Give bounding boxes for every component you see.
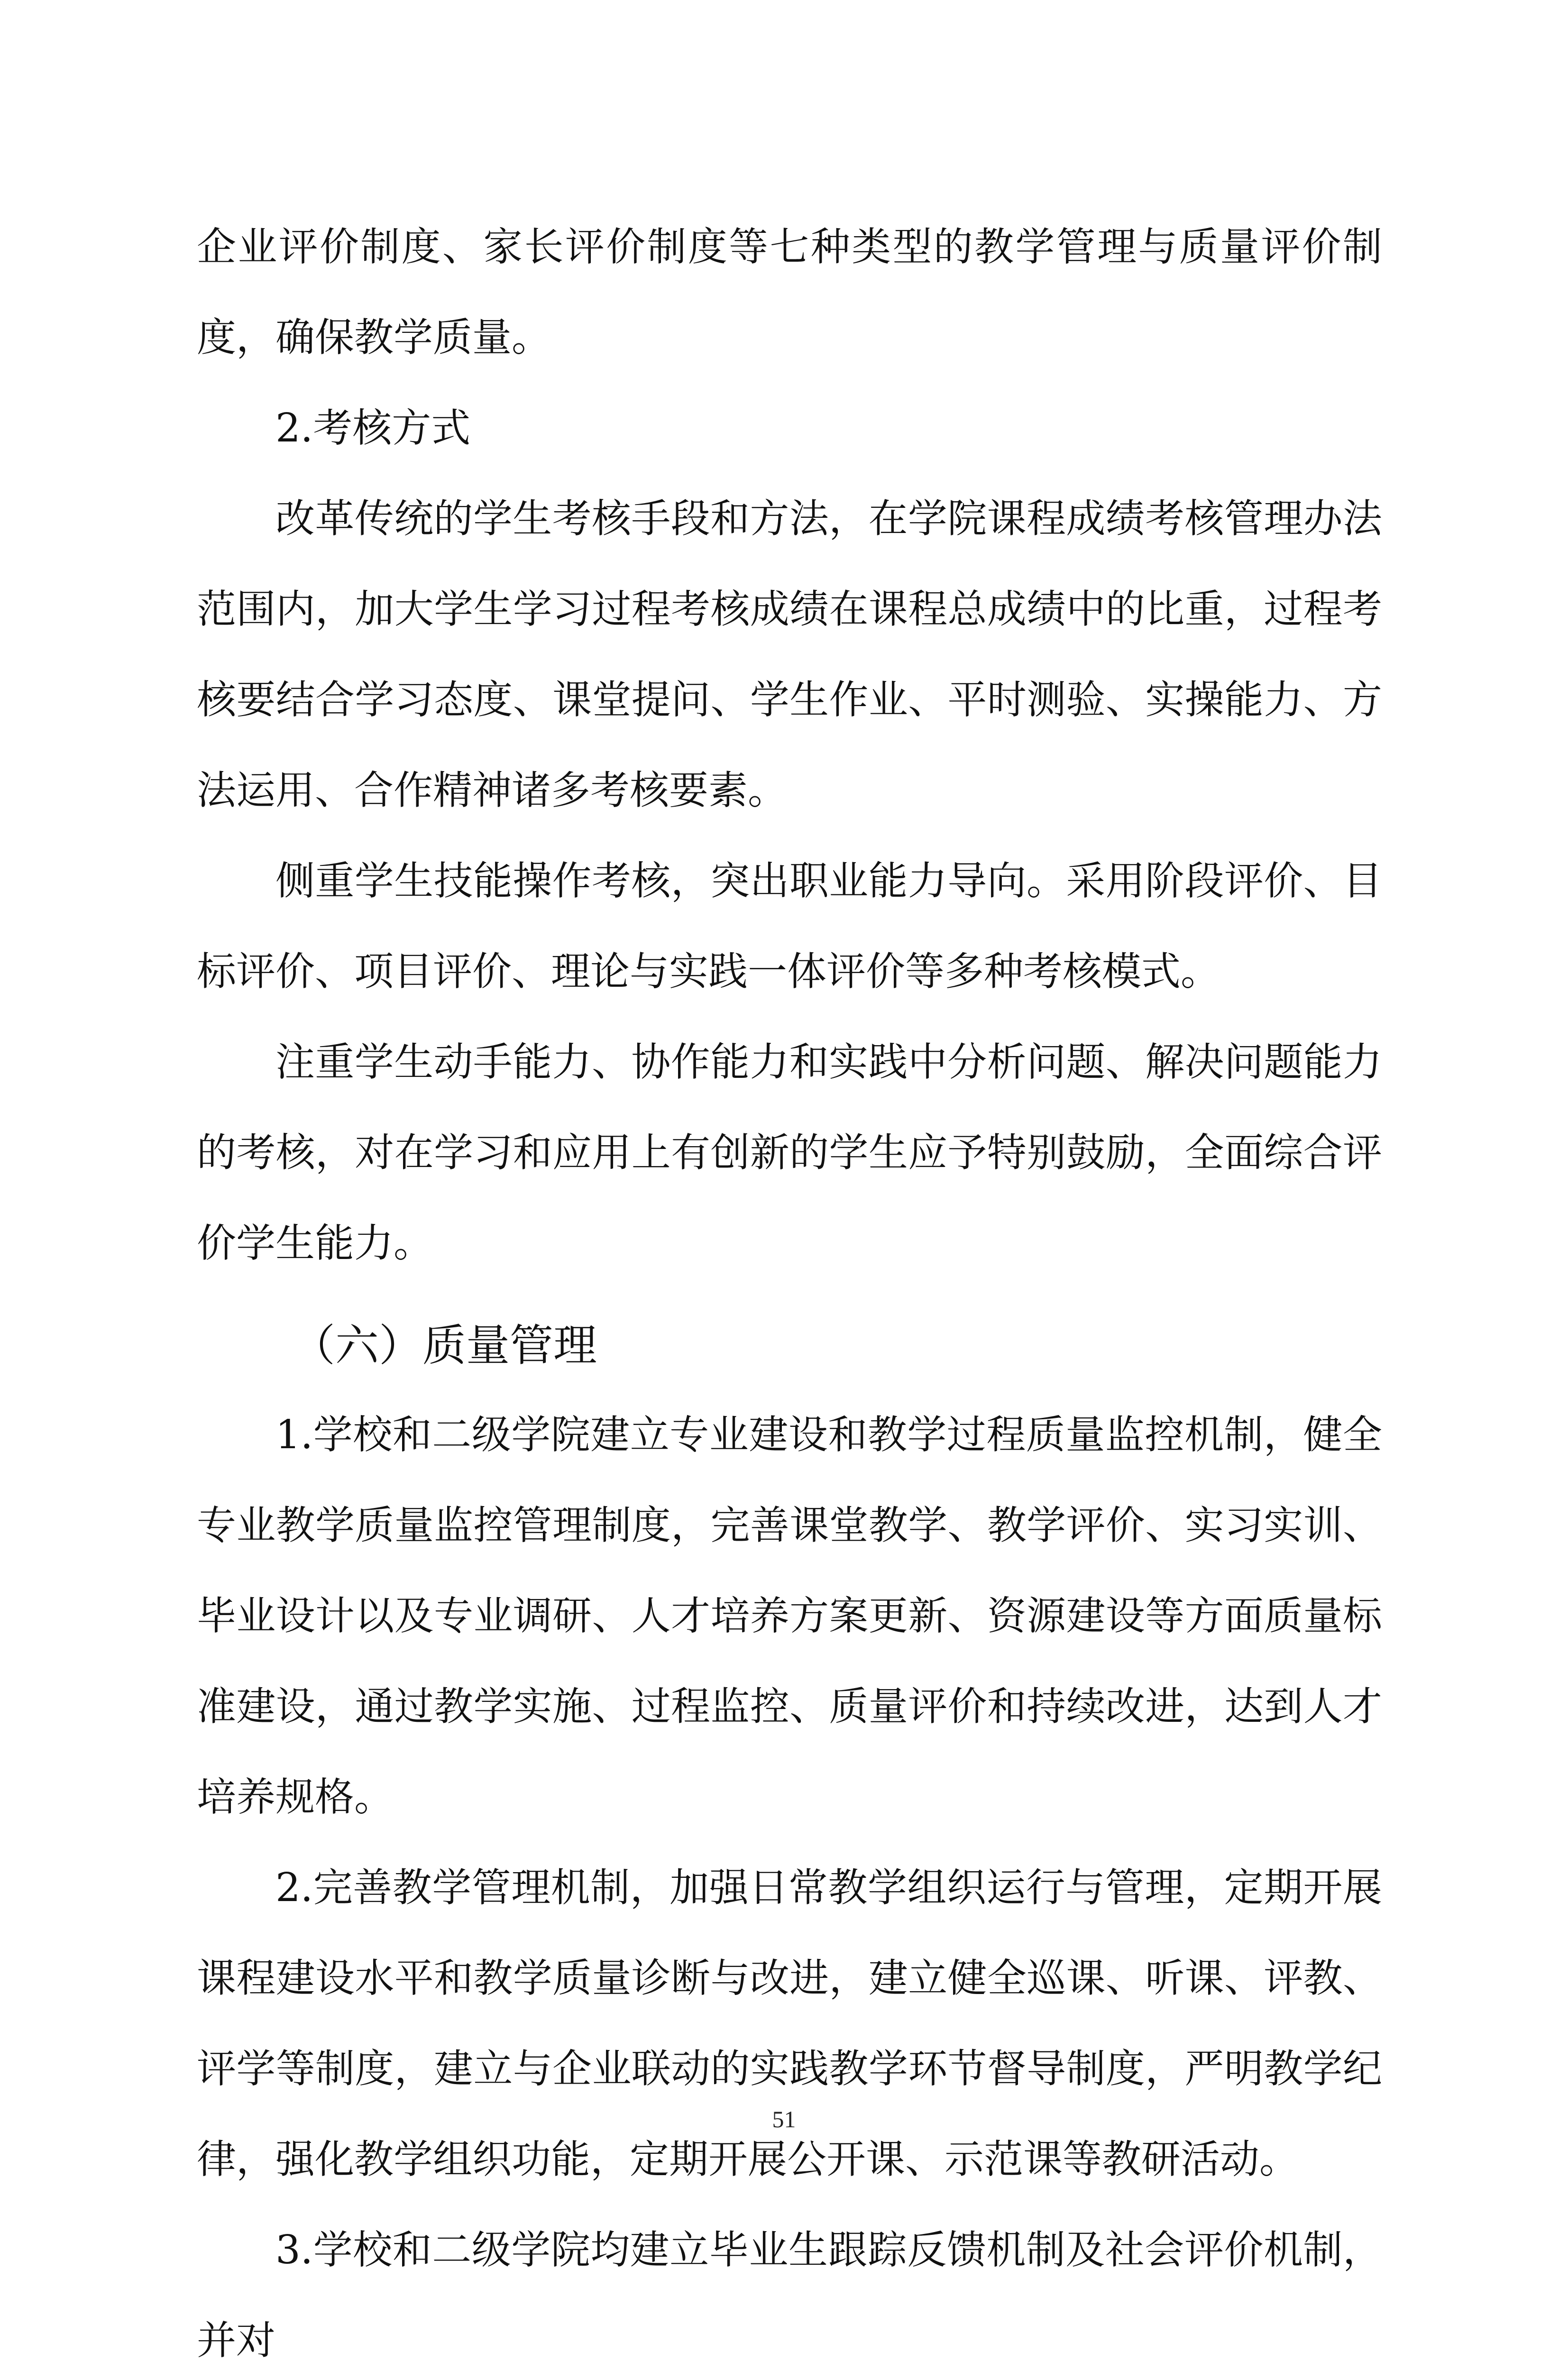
paragraph-quality-item-3: 3.学校和二级学院均建立毕业生跟踪反馈机制及社会评价机制，并对 — [197, 2227, 1382, 2363]
document-body — [197, 202, 1382, 2371]
paragraph-continuation: 企业评价制度、家长评价制度等七种类型的教学管理与质量评价制度，确保教学质量。 — [197, 224, 1382, 360]
paragraph-assessment-reform: 改革传统的学生考核手段和方法，在学院课程成绩考核管理办法范围内，加大学生学习过程考核成绩在课程总成绩中的比重，过程考核要结合学习态度、课堂提问、学生作业、平时测验、实操能力、方法运用、合作精神诸多考核要素。 — [197, 496, 1382, 813]
paragraph-practical-ability: 注重学生动手能力、协作能力和实践中分析问题、解决问题能力的考核，对在学习和应用上有创新的学生应予特别鼓励，全面综合评价学生能力。 — [197, 1039, 1382, 1266]
subheading-assessment-method: 2.考核方式 — [275, 405, 471, 451]
paragraph-quality-item-1: 1.学校和二级学院建立专业建设和教学过程质量监控机制，健全专业教学质量监控管理制度，完善课堂教学、教学评价、实习实训、毕业设计以及专业调研、人才培养方案更新、资源建设等方面质量标准建设，通过教学实施、过程监控、质量评价和持续改进，达到人才培养规格。 — [197, 1412, 1382, 1820]
paragraph-quality-item-2: 2.完善教学管理机制，加强日常教学组织运行与管理，定期开展课程建设水平和教学质量诊断与改进，建立健全巡课、听课、评教、评学等制度，建立与企业联动的实践教学环节督导制度，严明教学纪律，强化教学组织功能，定期开展公开课、示范课等教研活动。 — [197, 1865, 1382, 2182]
page-number: 51 — [772, 2106, 796, 2132]
section-heading-quality-management: （六）质量管理 — [292, 1320, 597, 1371]
paragraph-skill-assessment: 侧重学生技能操作考核，突出职业能力导向。采用阶段评价、目标评价、项目评价、理论与实践一体评价等多种考核模式。 — [197, 858, 1382, 994]
